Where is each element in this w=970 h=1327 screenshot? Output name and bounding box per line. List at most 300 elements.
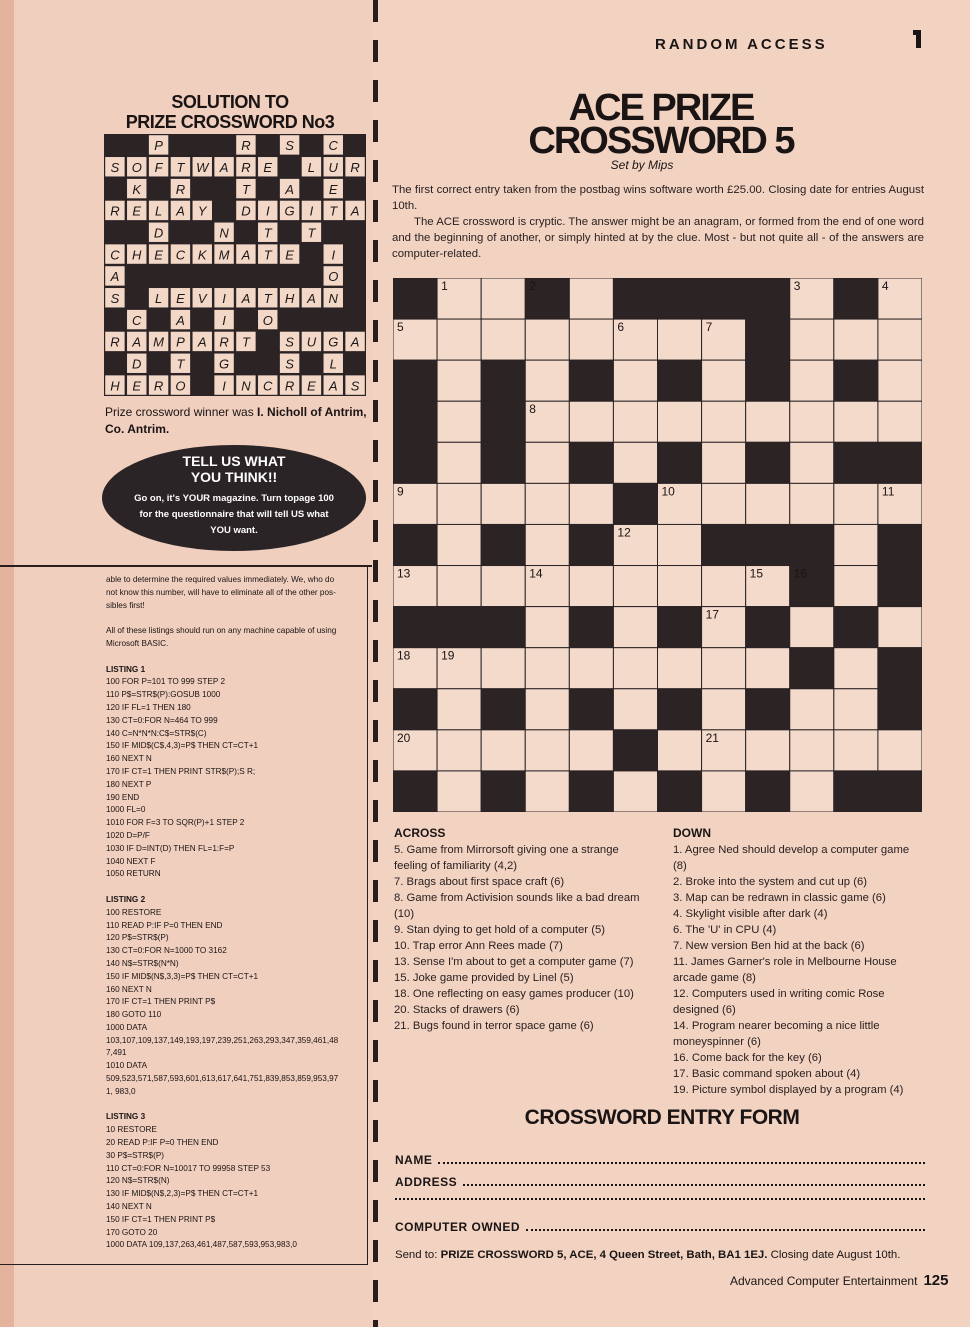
listing-line: 110 READ P:IF P=0 THEN END [106,920,223,930]
solution-letter: N [219,225,229,241]
black-square [834,607,878,648]
white-square[interactable] [746,730,790,771]
solution-letter: E [132,378,142,394]
clue-item: 7. New version Ben hid at the back (6) [673,940,865,952]
white-square[interactable] [702,442,746,483]
white-square[interactable] [569,566,613,607]
solution-letter: E [307,378,316,394]
solution-letter: I [222,290,226,306]
listing-line: 170 GOTO 20 [106,1227,158,1237]
white-square[interactable] [569,319,613,360]
white-square[interactable] [834,730,878,771]
solution-letter: A [350,203,360,219]
clue-number: 5 [397,320,404,335]
listing-line: LISTING 3 [106,1112,146,1122]
clue-number: 9 [397,484,404,499]
solution-letter: I [222,378,226,394]
solution-letter: R [175,181,186,197]
section-divider [0,565,372,567]
white-square[interactable] [746,483,790,524]
clue-number: 8 [529,402,536,417]
white-square[interactable] [834,524,878,565]
solution-letter: C [175,247,186,263]
clue-item: 19. Picture symbol displayed by a program (4) [673,1084,904,1096]
black-square [613,278,657,319]
black-square [393,278,437,319]
solution-letter: R [110,203,120,219]
solution-letter: S [285,334,294,350]
black-square [834,442,878,483]
solution-letter: T [176,356,185,372]
white-square[interactable] [878,319,922,360]
white-square[interactable] [569,401,613,442]
listing-line: 1010 FOR F=3 TO SQR(P)+1 STEP 2 [106,818,245,828]
white-square[interactable] [481,730,525,771]
white-square[interactable] [481,278,525,319]
white-square[interactable] [525,524,569,565]
white-square[interactable] [658,730,702,771]
listing-line: 150 IF MID$(N$,3,3)=P$ THEN CT=CT+1 [106,971,259,981]
address-input-line-2[interactable] [395,1198,925,1200]
white-square[interactable] [834,401,878,442]
address-label: ADDRESS [395,1175,458,1189]
listing-line: 120 P$=STR$(P) [106,933,169,943]
clue-item: 15. Joke game provided by Linel (5) [394,972,574,984]
clue-item: 5. Game from Mirrorsoft giving one a strange feeling of familiarity (4,2) [394,844,619,872]
white-square[interactable] [790,401,834,442]
white-square[interactable] [525,771,569,812]
solution-letter: O [131,159,142,175]
listing-line: All of these listings should run on any machine capable of using [106,626,337,636]
black-square [658,689,702,730]
solution-letter: A [241,290,251,306]
solution-letter: H [132,247,142,263]
listing-line [106,881,358,894]
solution-letter: T [241,334,250,350]
black-square [878,648,922,689]
white-square[interactable] [437,483,481,524]
solution-letter: A [110,269,120,285]
listing-line: able to determine the required values immediately. We, who do [106,575,335,584]
clue-number: 7 [705,320,713,335]
clue-item: 3. Map can be redrawn in classic game (6) [673,892,886,904]
white-square[interactable] [569,278,613,319]
white-square[interactable] [658,524,702,565]
solution-letter: D [153,225,164,241]
clue-item: 1. Agree Ned should develop a computer game (8) [673,844,910,872]
white-square[interactable] [613,607,657,648]
solution-letter: S [110,290,120,306]
listing-line: Microsoft BASIC. [106,638,169,648]
clue-item: 2. Broke into the system and cut up (6) [673,876,868,888]
white-square[interactable] [702,360,746,401]
magazine-name: Advanced Computer Entertainment [730,1274,918,1288]
solution-letter: A [328,378,338,394]
listing-line: 120 N$=STR$(N) [106,1176,170,1186]
solution-letter: L [154,290,163,306]
black-square [790,524,834,565]
solution-letter: T [263,290,272,306]
white-square[interactable] [481,483,525,524]
solution-letter: O [328,269,339,285]
listing-line: LISTING 1 [106,664,146,674]
clue-item: 4. Skylight visible after dark (4) [673,908,828,920]
listing-line: 1000 DATA [106,1022,148,1032]
white-square[interactable] [437,360,481,401]
winner-announcement: Prize crossword winner was I. Nicholl of Antrim, Co. Antrim. [105,405,367,436]
white-square[interactable] [834,648,878,689]
name-field[interactable] [395,1153,925,1167]
solution-letter: H [110,378,120,394]
solution-letter: U [306,334,317,350]
solution-letter: P [154,138,163,154]
clue-item: 11. James Garner's role in Melbourne House arcade game (8) [673,956,897,984]
solution-letter: R [241,138,251,154]
white-square[interactable] [437,401,481,442]
black-square [746,771,790,812]
listing-line: sibles first! [106,600,145,610]
listing-line [106,612,358,625]
solution-letter: S [285,138,294,154]
solution-letter: C [263,378,273,394]
solution-letter: I [309,203,314,219]
solution-letter: A [285,181,294,197]
address-field[interactable] [395,1175,925,1189]
solution-letter: S [110,159,120,175]
page-gutter [0,0,14,1327]
solution-letter: N [328,290,338,306]
white-square[interactable] [702,566,746,607]
solution-letter: G [219,356,230,372]
white-square[interactable] [437,566,481,607]
listing-line: 1030 IF D=INT(D) THEN FL=1:F=P [106,843,235,853]
listing-line: 100 FOR P=101 TO 999 STEP 2 [106,677,226,687]
white-square[interactable] [658,401,702,442]
listing-line: 103,107,109,137,149,193,197,239,251,263,293,347,359,461,48 [106,1035,339,1045]
black-square [834,278,878,319]
white-square[interactable] [569,483,613,524]
black-square [878,442,922,483]
white-square[interactable] [790,442,834,483]
white-square[interactable] [613,401,657,442]
black-square [702,278,746,319]
listing-line: 170 IF CT=1 THEN PRINT P$ [106,997,216,1007]
black-square [481,442,525,483]
solution-letter: T [329,203,338,219]
page-footer [730,1272,948,1289]
black-square [393,771,437,812]
listing-line: 110 CT=0:FOR N=10017 TO 99958 STEP 53 [106,1163,271,1173]
solution-letter: T [176,159,185,175]
across-clues: ACROSS 5. Game from Mirrorsoft giving one a strange feeling of familiarity (4,2) 7. Brags about first space craft (6) 8. Game from Activision sounds like a bad dream (10) 9. Stan dying to get hold of a computer (5) 10. Trap error Ann Rees made (7) 13. Sense I'm about to get a computer game (7) 15. Joke game provided by Linel (5) 18. One reflecting on easy games producer (10) 20. Stacks of drawers (6) 21. Bugs found in terror space game (6) [394,826,654,1034]
white-square[interactable] [525,730,569,771]
white-square[interactable] [834,483,878,524]
solution-letter: A [307,290,316,306]
solution-letter: T [263,247,272,263]
listing-line: 1000 FL=0 [106,805,146,815]
solution-letter: E [285,247,294,263]
listing-line: 140 NEXT N [106,1202,152,1212]
white-square[interactable] [481,319,525,360]
white-square[interactable] [481,648,525,689]
solution-letter: S [350,378,360,394]
solution-letter: A [176,203,185,219]
black-square [834,771,878,812]
clue-item: 21. Bugs found in terror space game (6) [394,1020,594,1032]
clue-number: 3 [793,279,801,293]
clue-item: 20. Stacks of drawers (6) [394,1004,520,1016]
solution-letter: K [132,181,142,197]
white-square[interactable] [437,689,481,730]
white-square[interactable] [437,442,481,483]
black-square [658,771,702,812]
page-number: 125 [923,1272,949,1289]
solution-letter: E [154,247,163,263]
address-input-line[interactable] [463,1175,925,1186]
black-square [746,689,790,730]
clue-number: 14 [529,566,543,581]
solution-letter: A [241,247,251,263]
black-square [393,607,437,648]
clue-item: 8. Game from Activision sounds like a bad dream (10) [394,892,640,920]
white-square[interactable] [746,401,790,442]
white-square[interactable] [790,483,834,524]
solution-letter: O [175,378,186,394]
white-square[interactable] [525,360,569,401]
listing-line: 1, 983,0 [106,1086,136,1096]
white-square[interactable] [613,566,657,607]
white-square[interactable] [569,730,613,771]
solution-letter: A [197,334,207,350]
white-square[interactable] [525,319,569,360]
section-header: RANDOM ACCESS [655,36,828,53]
black-square [746,607,790,648]
solution-letter: T [263,225,272,241]
white-square[interactable] [834,689,878,730]
listing-line: 130 CT=0:FOR N=1000 TO 3162 [106,946,227,956]
send-to-address: Send to: PRIZE CROSSWORD 5, ACE, 4 Queen Street, Bath, BA1 1EJ. Closing date August 10th. [395,1249,901,1261]
white-square[interactable] [437,524,481,565]
clue-number: 11 [881,484,895,499]
white-square[interactable] [569,648,613,689]
corner-mark [913,30,921,48]
listing-line: 1050 RETURN [106,869,161,879]
intro-text: The first correct entry taken from the postbag wins software worth £25.00. Closing date for entries August 10th. The ACE crossword is cryptic. The answer might be an anagram, or formed from the end of one word and the beginning of another, or simply hinted at by the clue. Most - but not quite all - of the answers are computer-related. [392,184,924,260]
clue-item: 17. Basic command spoken about (4) [673,1068,861,1080]
white-square[interactable] [878,607,922,648]
black-square [393,689,437,730]
listing-line: 1010 DATA [106,1061,148,1071]
white-square[interactable] [834,566,878,607]
white-square[interactable] [613,771,657,812]
solution-letter: A [350,334,360,350]
solution-letter: U [328,159,338,175]
solution-letter: C [328,138,338,154]
listing-line: LISTING 2 [106,894,146,904]
black-square [878,566,922,607]
clue-item: 14. Program nearer becoming a nice little moneyspinner (6) [673,1020,880,1048]
black-square [569,442,613,483]
black-square [834,360,878,401]
computer-label: COMPUTER OWNED [395,1220,520,1234]
listing-line: 130 CT=0:FOR N=464 TO 999 [106,715,218,725]
white-square[interactable] [437,319,481,360]
name-label: NAME [395,1153,433,1167]
solution-letter: G [284,203,295,219]
clue-number: 2 [529,279,536,293]
clue-number: 21 [705,730,719,745]
clue-number: 1 [441,279,448,293]
solution-letter: K [197,247,207,263]
white-square[interactable] [525,607,569,648]
black-square [658,278,702,319]
listing-line [106,651,358,664]
white-square[interactable] [658,319,702,360]
listing-line: 170 IF CT=1 THEN PRINT STR$(P);S R; [106,766,256,776]
black-square [878,771,922,812]
down-clues: DOWN 1. Agree Ned should develop a computer game (8) 2. Broke into the system and cut up (6) 3. Map can be redrawn in classic game (6) 4. Skylight visible after dark (4) 6. The 'U' in CPU (4) 7. New version Ben hid at the back (6) 11. James Garner's role in Melbourne House arcade game (8) 12. Computers used in writing comic Rose designed (6) 14. Program nearer becoming a nice little moneyspinner (6) 16. Come back for the key (6) 17. Basic command spoken about (4) 19. Picture symbol displayed by a program (4) [673,826,925,1098]
solution-letter: N [241,378,251,394]
solution-letter: S [285,356,294,372]
program-listings [106,574,358,1252]
black-square [569,771,613,812]
solution-letter: A [219,159,229,175]
black-square [790,648,834,689]
white-square[interactable] [613,689,657,730]
black-square [746,524,790,565]
black-square [878,524,922,565]
solution-title: SOLUTION TO PRIZE CROSSWORD No3 [125,92,335,132]
clue-item: 13. Sense I'm about to get a computer game (7) [394,956,634,968]
white-square[interactable] [702,483,746,524]
solution-letter: E [328,181,338,197]
solution-letter: R [350,159,360,175]
listing-line: 20 READ P:IF P=0 THEN END [106,1138,219,1148]
computer-field[interactable] [395,1220,925,1234]
listing-line: 180 GOTO 110 [106,1010,162,1020]
solution-letter: O [262,312,273,328]
solution-letter: F [154,159,163,175]
black-square [658,607,702,648]
solution-letter: R [110,334,120,350]
solution-letter: I [222,312,226,328]
clue-item: 12. Computers used in writing comic Rose designed (6) [673,988,885,1016]
solution-letter: L [329,356,337,372]
clue-number: 12 [617,525,631,540]
white-square[interactable] [878,730,922,771]
white-square[interactable] [834,319,878,360]
listing-line: 160 NEXT N [106,754,152,764]
solution-letter: P [176,334,185,350]
white-square[interactable] [437,771,481,812]
solution-letter: D [132,356,142,372]
white-square[interactable] [790,360,834,401]
black-square [746,360,790,401]
name-input-line[interactable] [438,1153,925,1164]
white-square[interactable] [613,442,657,483]
solution-letter: G [328,334,339,350]
white-square[interactable] [437,730,481,771]
solution-letter: R [219,334,229,350]
white-square[interactable] [702,648,746,689]
clue-number: 6 [617,320,625,335]
clue-item: 10. Trap error Ann Rees made (7) [394,940,563,952]
solution-letter: R [241,159,251,175]
feedback-promo: TELL US WHAT YOU THINK!! Go on, it's YOUR magazine. Turn topage 100 for the questionnaire that will tell US what YOU want. [102,445,366,551]
black-square [569,360,613,401]
clue-item: 7. Brags about first space craft (6) [394,876,565,888]
white-square[interactable] [613,648,657,689]
white-square[interactable] [525,648,569,689]
white-square[interactable] [658,566,702,607]
white-square[interactable] [525,483,569,524]
black-square [569,607,613,648]
clue-number: 20 [397,730,411,745]
listing-box-bottom [0,1264,368,1265]
white-square[interactable] [525,689,569,730]
white-square[interactable] [878,360,922,401]
black-square [746,278,790,319]
black-square [878,689,922,730]
black-square [613,483,657,524]
white-square[interactable] [790,771,834,812]
black-square [481,360,525,401]
solution-letter: T [241,181,250,197]
computer-input-line[interactable] [526,1220,925,1231]
white-square[interactable] [790,319,834,360]
listing-line: 180 NEXT P [106,779,152,789]
white-square[interactable] [790,607,834,648]
solution-letter: D [241,203,251,219]
entry-form-title: CROSSWORD ENTRY FORM [524,1106,800,1129]
white-square[interactable] [790,689,834,730]
black-square [393,524,437,565]
page-title: ACE PRIZE CROSSWORD 5 [528,87,794,162]
solution-letter: I [331,247,336,263]
listing-line: 1000 DATA 109,137,263,461,487,587,593,953,983,0 [106,1240,297,1250]
white-square[interactable] [702,771,746,812]
solution-letter: L [154,203,163,219]
listing-line: 150 IF CT=1 THEN PRINT P$ [106,1214,216,1224]
address-field-2[interactable] [395,1198,925,1203]
listing-line: 1040 NEXT F [106,856,156,866]
solution-letter: M [153,334,165,350]
listing-line: 150 IF MID$(C$,4,3)=P$ THEN CT=CT+1 [106,741,259,751]
white-square[interactable] [481,566,525,607]
solution-letter: E [176,290,185,306]
clue-number: 4 [881,279,889,293]
white-square[interactable] [878,401,922,442]
white-square[interactable] [702,401,746,442]
black-square [481,524,525,565]
black-square [437,607,481,648]
solution-letter: L [307,159,316,175]
white-square[interactable] [525,442,569,483]
clue-number: 16 [793,566,808,581]
listing-line: 190 END [106,792,140,802]
black-square [746,319,790,360]
listing-line: not know this number, will have to eliminate all of the other pos- [106,587,336,597]
white-square[interactable] [790,730,834,771]
white-square[interactable] [746,648,790,689]
solution-letter: A [176,312,185,328]
white-square[interactable] [613,360,657,401]
solution-letter: E [132,203,142,219]
solution-letter: C [110,247,120,263]
white-square[interactable] [658,648,702,689]
white-square[interactable] [702,689,746,730]
clue-number: 15 [749,566,764,581]
